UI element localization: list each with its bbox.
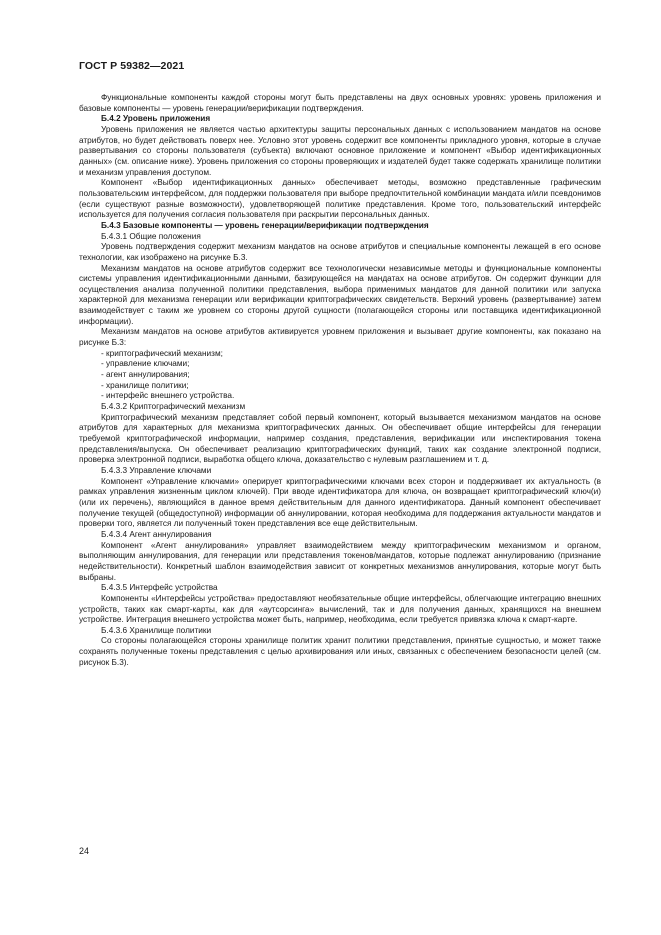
subsection-heading: Б.4.3.4 Агент аннулирования [101, 529, 212, 539]
list-item: - интерфейс внешнего устройства. [101, 391, 235, 401]
paragraph: Уровень подтверждения содержит механизм мандатов на основе атрибутов и специальные компоненты лежащей в его основе технологии, как изображено на рисунке Б.3. [79, 242, 601, 262]
subsection-heading: Б.4.3.6 Хранилище политики [101, 625, 212, 635]
list-item: - хранилище политики; [101, 380, 189, 390]
paragraph: Функциональные компоненты каждой стороны могут быть представлены на двух основных уровнях: уровень приложения и базовые компоненты — уровень генерации/верификации подтверждения. [79, 93, 601, 113]
subsection-heading: Б.4.3.5 Интерфейс устройства [101, 583, 218, 593]
subsection-heading: Б.4.3.1 Общие положения [101, 231, 201, 241]
section-heading: Б.4.2 Уровень приложения [101, 114, 211, 124]
list-item: - агент аннулирования; [101, 370, 190, 380]
paragraph: Криптографический механизм представляет собой первый компонент, который вызывается механизмом мандатов на основе атрибутов для характерных для механизма криптографических данных. Он обеспечивает общие интерфейсы для генерации требуемой криптографической информации, например создания, представления, верификации или инспектирования токена представления/выпуска. Он обеспечивает реализацию криптографических функций, таких как создание электронной подписи, проверка электронной подписи, выработка общего ключа, доказательство с нулевым разглашением и т. д. [79, 412, 601, 465]
section-heading: Б.4.3 Базовые компоненты — уровень генерации/верификации подтверждения [101, 220, 429, 230]
paragraph: Компонент «Агент аннулирования» управляет взаимодействием между криптографическим механизмом и органом, выполняющим аннулирования, для генерации или представления токенов/мандатов, которые подлежат аннулированию (признание недействительности). Конкретный шаблон взаимодействия зависит от конкретных механизмов аннулирования, которые могут быть выбраны. [79, 540, 601, 582]
paragraph: Со стороны полагающейся стороны хранилище политик хранит политики представления, принятые сущностью, и может также сохранять полученные токены представления с целью архивирования или иных, связанных с обеспечением безопасности целей (см. рисунок Б.3). [79, 636, 601, 667]
list-item: - криптографический механизм; [101, 348, 223, 358]
document-body [79, 93, 601, 668]
subsection-heading: Б.4.3.3 Управление ключами [101, 465, 212, 475]
paragraph: Уровень приложения не является частью архитектуры защиты персональных данных с использованием мандатов на основе атрибутов, но будет действовать поверх нее. Условно этот уровень содержит все компоненты прикладного уровня, которые в случае развертывания со стороны пользователя (субъекта) включают основное приложение и компонент «Выбор идентификационных данных» (см. описание ниже). Уровень приложения со стороны проверяющих и издателей будет также содержать хранилище политики и механизм управления доступом. [79, 124, 601, 177]
paragraph: Механизм мандатов на основе атрибутов содержит все технологически независимые методы и функциональные компоненты системы управления идентификационными данными, базирующейся на мандатах на основе атрибутов. Он содержит функции для осуществления анализа полученной политики представления, выбора применимых мандатов для данной политики или запуска характерной для механизма генерации или верификации криптографических свидетельств. Верхний уровень (развертывание) затем взаимодействует с таким же уровнем со стороны другой сущности (полагающейся стороны или поставщика идентификационной информации). [79, 263, 601, 326]
document-header: ГОСТ Р 59382—2021 [79, 60, 185, 72]
list-item: - управление ключами; [101, 359, 190, 369]
paragraph: Механизм мандатов на основе атрибутов активируется уровнем приложения и вызывает другие компоненты, как показано на рисунке Б.3: [79, 327, 601, 348]
paragraph: Компоненты «Интерфейсы устройства» предоставляют необязательные общие интерфейсы, облегчающие интеграцию внешних устройств, таких как смарт-карты, как для «аутсорсинга» вычислений, так и для получения данных, хранящихся на внешнем устройстве. Интеграция внешнего устройства может быть, например, необходима, если требуется привязка ключа к смарт-карте. [79, 593, 601, 625]
subsection-heading: Б.4.3.2 Криптографический механизм [101, 402, 246, 412]
page-number: 24 [79, 846, 90, 856]
paragraph: Компонент «Управление ключами» оперирует криптографическими ключами всех сторон и поддерживает их актуальность (в рамках управления жизненным циклом ключей). При вводе идентификатора для ключа, он возвращает криптографический ключ(и) (или их перечень), являющийся в данное время действительным для данного идентификатора. Данный компонент обеспечивает получение текущей (общедоступной) информации об аннулировании, которая необходима для поддержания актуальности мандатов и проверки того, является ли полученный токен представления все еще действительным. [79, 476, 601, 529]
paragraph: Компонент «Выбор идентификационных данных» обеспечивает методы, возможно представленные графическим пользовательским интерфейсом, для поддержки пользователя при выборе предпочтительной комбинации мандата и/или псевдонимов (если существуют разные возможности), удовлетворяющей политике представления. Кроме того, пользовательский интерфейс используется для получения согласия пользователя при раскрытии персональных данных. [79, 178, 601, 220]
